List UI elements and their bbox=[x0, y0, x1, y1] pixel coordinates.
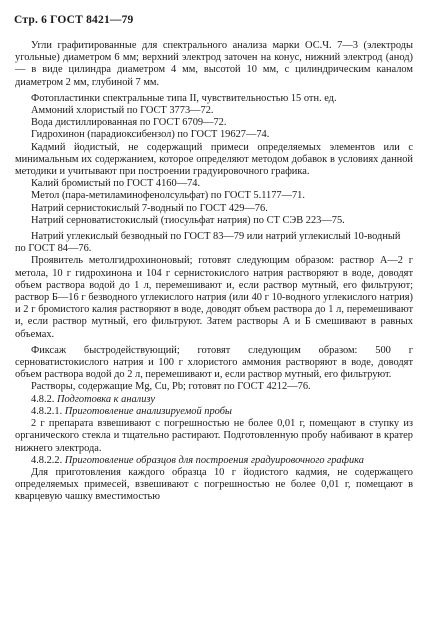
section-number: 4.8.2. bbox=[31, 393, 55, 405]
paragraph-electrodes: Угли графитированные для спектрального анализа марки ОС.Ч. 7—3 (электроды угольные) диаметром 6 мм; верхний электрод заточен на конус, нижний электрод (анод) — в виде цилиндра диаметром 4 мм, высотой 10 мм, с цилиндрическим каналом диаметром 2 мм, глубиной 7 мм. bbox=[15, 40, 413, 88]
paragraph-cadmium: Кадмий йодистый, не содержащий примеси определяемых элементов или с минимальным их содержанием, которое определяют методом добавок в условиях данной методики и учитывают при построении градуировочного графика. bbox=[15, 141, 413, 178]
section-heading-sample bbox=[15, 406, 413, 418]
paragraph-hydroquinone: Гидрохинон (парадиоксибензол) по ГОСТ 19627—74. bbox=[31, 129, 270, 141]
paragraph-sodium-carbonate: Натрий углекислый безводный по ГОСТ 83—79 или натрий углекислый 10-водный по ГОСТ 84—76. bbox=[15, 231, 401, 255]
section-title: Подготовка к анализу bbox=[57, 393, 155, 405]
paragraph-potassium-bromide: Калий бромистый по ГОСТ 4160—74. bbox=[31, 178, 201, 190]
paragraph-ammonium: Аммоний хлористый по ГОСТ 3773—72. bbox=[31, 105, 214, 117]
paragraph-developer: Проявитель метолгидрохиноновый; готовят следующим образом: раствор А—2 г метола, 10 г гидрохинона и 104 г сернистокислого натрия растворяют в воде, доводят объем раствора водой до 1 л, перемешивают и, если раствор мутный, его фильтруют; раствор Б—16 г безводного углекислого натрия (или 40 г 10-водного углекислого натрия) и 2 г бромистого калия растворяют в воде, доводят объем раствора до 1 л, перемешивают и, если раствор мутный, его фильтруют. Затем растворы А и Б смешивают в равных объемах. bbox=[15, 255, 413, 340]
section-heading-calibration bbox=[15, 455, 413, 467]
section-number: 4.8.2.2. bbox=[31, 454, 63, 466]
paragraph-fixer: Фиксаж быстродействующий; готовят следующим образом: 500 г серноватистокислого натрия и 100 г хлористого аммония растворяют в воде, доводят объем раствора водой до 2 л, перемешивают и, если раствор мутный, его фильтруют. bbox=[15, 344, 413, 381]
page-number: Стр. 6 bbox=[14, 14, 48, 26]
paragraph-thiosulfate: Натрий серноватистокислый (тиосульфат натрия) по СТ СЭВ 223—75. bbox=[31, 214, 345, 226]
section-heading-preparation bbox=[15, 394, 413, 406]
page-header bbox=[14, 14, 134, 26]
paragraph-metol: Метол (пара-метиламинофенолсульфат) по ГОСТ 5.1177—71. bbox=[31, 190, 305, 202]
paragraph-sodium-sulfite: Натрий сернистокислый 7-водный по ГОСТ 429—76. bbox=[31, 202, 268, 214]
paragraph-solutions: Растворы, содержащие Mg, Cu, Pb; готовят по ГОСТ 4212—76. bbox=[31, 381, 311, 393]
paragraph-calibration-samples: Для приготовления каждого образца 10 г йодистого кадмия, не содержащего определяемых примесей, взвешивают с погрешностью не более 0,01 г, помещают в кварцевую чашку вместимостью bbox=[15, 466, 413, 503]
document-body bbox=[15, 40, 413, 504]
section-title: Приготовление анализируемой пробы bbox=[64, 405, 232, 417]
section-number: 4.8.2.1. bbox=[31, 405, 63, 417]
paragraph-photoplates: Фотопластинки спектральные типа II, чувствительностью 15 отн. ед. bbox=[31, 92, 337, 104]
paragraph-sample-preparation: 2 г препарата взвешивают с погрешностью не более 0,01 г, помещают в ступку из органического стекла и тщательно растирают. Подготовленную пробу набивают в кратер нижнего электрода. bbox=[15, 418, 413, 454]
section-title: Приготовление образцов для построения градуировочного графика bbox=[64, 454, 364, 466]
standard-number: ГОСТ 8421—79 bbox=[50, 14, 134, 26]
paragraph-water: Вода дистиллированная по ГОСТ 6709—72. bbox=[31, 117, 227, 129]
